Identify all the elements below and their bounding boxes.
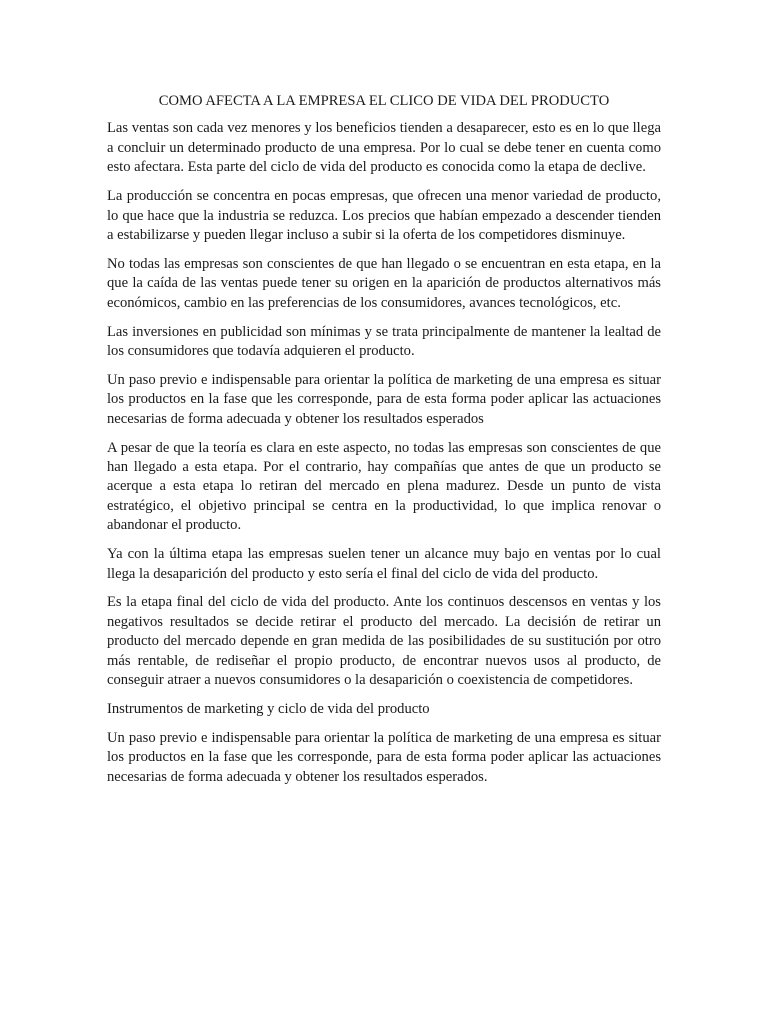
paragraph-4: Las inversiones en publicidad son mínimas y se trata principalmente de mantener la lealtad de los consumidores que todavía adquieren el producto. [107,323,661,359]
section-heading: Instrumentos de marketing y ciclo de vida del producto [107,700,430,717]
paragraph-3: No todas las empresas son conscientes de que han llegado o se encuentran en esta etapa, en la que la caída de las ventas puede tener su origen en la aparición de productos alternativos más económicos, cambio en las preferencias de los consumidores, avances tecnológicos, etc. [107,255,661,311]
paragraph-7: Ya con la última etapa las empresas suelen tener un alcance muy bajo en ventas por lo cual llega la desaparición del producto y esto sería el final del ciclo de vida del producto. [107,546,661,582]
paragraph-10: Un paso previo e indispensable para orientar la política de marketing de una empresa es situar los productos en la fase que les corresponde, para de esta forma poder aplicar las actuaciones necesarias de forma adecuada y obtener los resultados esperados. [107,729,661,785]
document-page [107,92,661,797]
paragraph-2: La producción se concentra en pocas empresas, que ofrecen una menor variedad de producto, lo que hace que la industria se reduzca. Los precios que habían empezado a descender tienden a estabilizarse y pueden llegar incluso a subir si la oferta de los competidores disminuye. [107,188,661,243]
paragraph-6: A pesar de que la teoría es clara en este aspecto, no todas las empresas son conscientes de que han llegado a esta etapa. Por el contrario, hay compañías que antes de que un producto se acerque a esta etapa lo retiran del mercado en plena madurez. Desde un punto de vista estratégico, el objetivo principal se centra en la productividad, lo que implica renovar o abandonar el producto. [107,439,661,534]
paragraph-5: Un paso previo e indispensable para orientar la política de marketing de una empresa es situar los productos en la fase que les corresponde, para de esta forma poder aplicar las actuaciones necesarias de forma adecuada y obtener los resultados esperados [107,371,661,427]
paragraph-8: Es la etapa final del ciclo de vida del producto. Ante los continuos descensos en ventas y los negativos resultados se decide retirar el producto del mercado. La decisión de retirar un producto del mercado depende en gran medida de las posibilidades de su sustitución por otro más rentable, de rediseñar el propio producto, de encontrar nuevos usos al producto, de conseguir atraer a nuevos consumidores o la desaparición o coexistencia de competidores. [107,594,661,689]
paragraph-1: Las ventas son cada vez menores y los beneficios tienden a desaparecer, esto es en lo que llega a concluir un determinado producto de una empresa. Por lo cual se debe tener en cuenta como esto afectara. Esta parte del ciclo de vida del producto es conocida como la etapa de declive. [107,120,661,176]
document-title: COMO AFECTA A LA EMPRESA EL CLICO DE VIDA DEL PRODUCTO [158,93,610,109]
